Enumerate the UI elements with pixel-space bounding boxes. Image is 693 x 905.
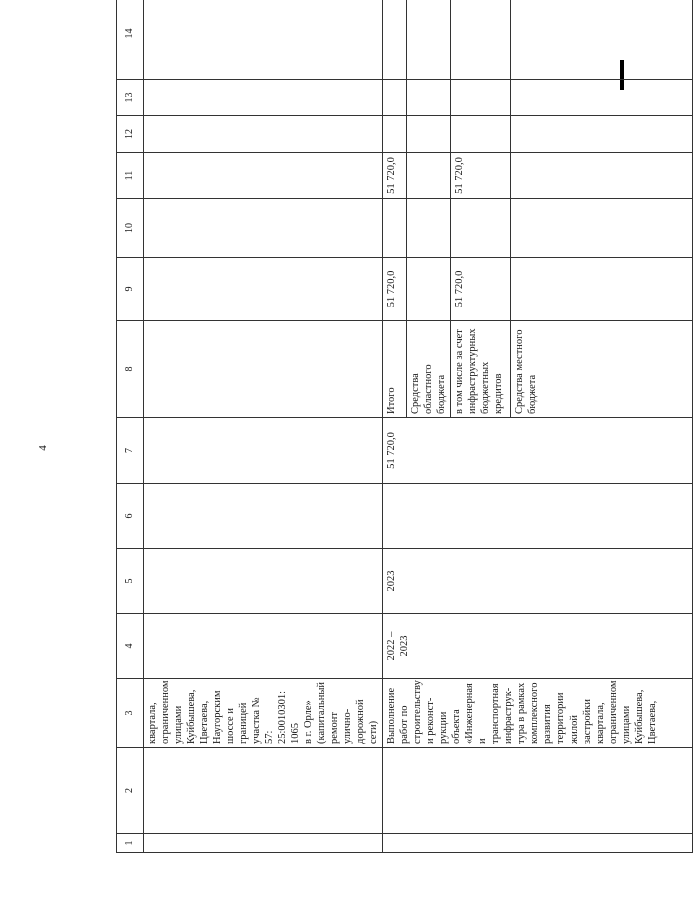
period-cell: 2022 – 2023 (383, 614, 693, 679)
table-cell (144, 748, 383, 834)
table-cell (451, 199, 511, 258)
value-cell (407, 153, 451, 199)
col-header-2: 2 (117, 748, 144, 834)
table-cell (407, 80, 451, 116)
col-header-13: 13 (117, 80, 144, 116)
table-cell (144, 549, 383, 614)
col-header-7: 7 (117, 418, 144, 484)
year-cell: 2023 (383, 549, 693, 614)
table-cell (144, 258, 383, 321)
table-cell (383, 116, 407, 153)
col-header-6: 6 (117, 484, 144, 549)
table-cell (144, 418, 383, 484)
table-row (383, 0, 407, 853)
col-header-4: 4 (117, 614, 144, 679)
page-number: 4 (36, 445, 49, 451)
value-cell: 51 720,0 (451, 153, 511, 199)
value-cell (511, 153, 693, 199)
table-cell (383, 80, 407, 116)
col-header-12: 12 (117, 116, 144, 153)
table-cell (144, 484, 383, 549)
table-cell (383, 0, 407, 80)
table-cell (407, 0, 451, 80)
source-label-cell: Итого (383, 321, 407, 418)
table-row (144, 0, 383, 853)
object-description-cell: квартала, ограниченном улицами Куйбышева, Цветаева, Наугорским шоссе и границей участка № 57: 25:0010301: 1065 в г. Орле» (капитальный ремонт улично- дорожной сети) (144, 679, 383, 748)
table-cell (144, 153, 383, 199)
col-header-1: 1 (117, 834, 144, 853)
table-cell (144, 199, 383, 258)
col-header-10: 10 (117, 199, 144, 258)
header-row (117, 0, 144, 853)
col-header-5: 5 (117, 549, 144, 614)
table-cell (511, 0, 693, 80)
source-label-cell: Средства местного бюджета (511, 321, 693, 418)
table-cell (511, 199, 693, 258)
table-cell (451, 80, 511, 116)
col-header-3: 3 (117, 679, 144, 748)
table-cell (451, 116, 511, 153)
col-header-14: 14 (117, 0, 144, 80)
rotated-table-wrapper (116, 28, 658, 853)
table-cell (144, 321, 383, 418)
value-cell (511, 258, 693, 321)
table-cell (451, 0, 511, 80)
value-cell (407, 258, 451, 321)
work-description-cell: Выполнение работ по строительству и реконст- рукции объекта «Инженерная и транспортная инфраструк- тура в рамках комплексного развития территории жилой застройки квартала, ограниченном улицами Куйбышева, Цветаева, (383, 679, 693, 748)
table-cell (144, 614, 383, 679)
amount-cell: 51 720,0 (383, 418, 693, 484)
source-label-cell: в том числе за счет инфраструктурных бюджетных кредитов (451, 321, 511, 418)
table-cell (144, 834, 383, 853)
table-cell (383, 834, 693, 853)
value-cell: 51 720,0 (383, 153, 407, 199)
value-cell: 51 720,0 (451, 258, 511, 321)
table-cell (511, 80, 693, 116)
col-header-9: 9 (117, 258, 144, 321)
col-header-8: 8 (117, 321, 144, 418)
budget-table (116, 0, 693, 853)
table-cell (511, 116, 693, 153)
table-cell (383, 748, 693, 834)
table-cell (144, 0, 383, 80)
value-cell: 51 720,0 (383, 258, 407, 321)
table-cell (144, 116, 383, 153)
table-cell (383, 199, 407, 258)
table-cell (407, 116, 451, 153)
table-cell (144, 80, 383, 116)
table-cell (383, 484, 693, 549)
col-header-11: 11 (117, 153, 144, 199)
source-label-cell: Средства областного бюджета (407, 321, 451, 418)
table-cell (407, 199, 451, 258)
